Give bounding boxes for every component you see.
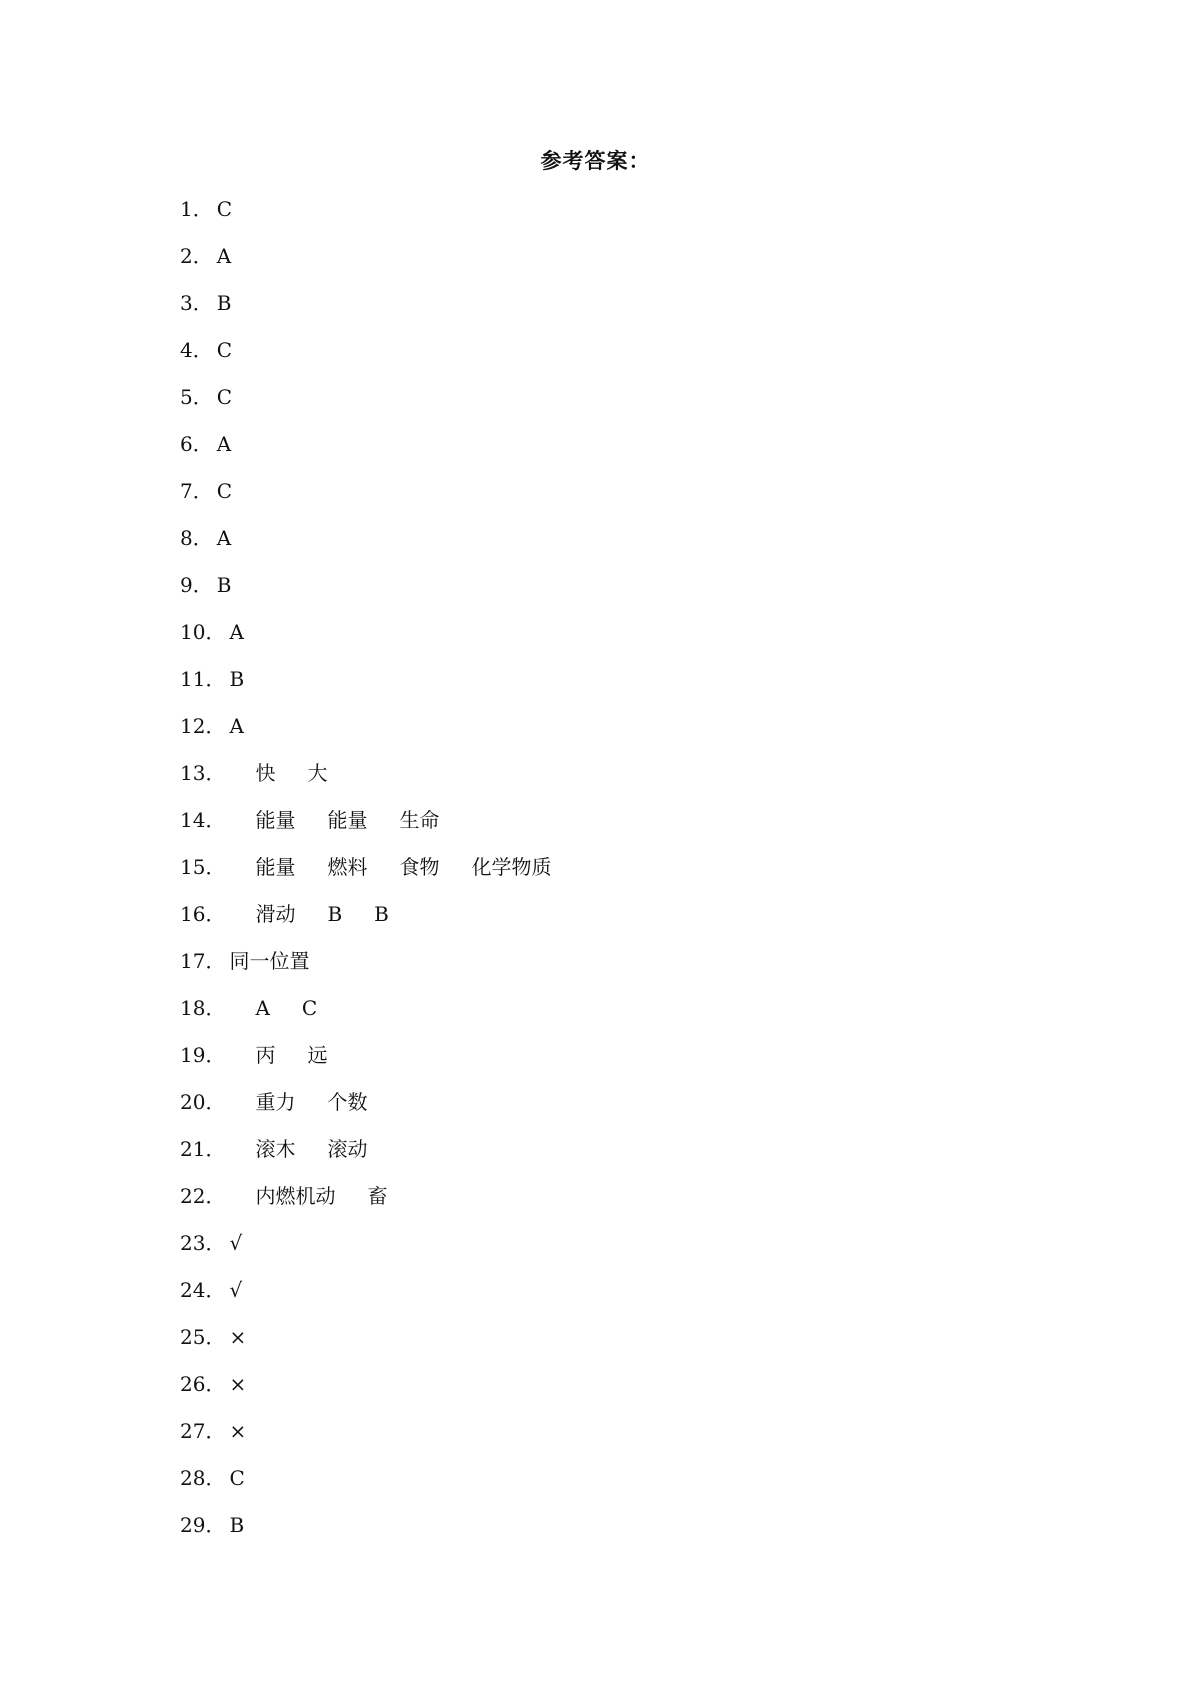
answer-value: B — [229, 666, 245, 691]
answer-item — [180, 232, 1080, 279]
answer-content — [255, 1087, 399, 1117]
answer-content — [225, 1275, 242, 1305]
answer-item — [180, 1172, 1080, 1219]
answer-item — [180, 1407, 1080, 1454]
answer-content — [213, 288, 232, 318]
answer-content — [255, 1040, 359, 1070]
answer-number: 21． — [180, 1136, 226, 1161]
answer-item — [180, 702, 1080, 749]
answer-number: 10． — [180, 619, 226, 644]
answer-value: 重力 — [255, 1089, 296, 1114]
answer-item — [180, 373, 1080, 420]
answer-value: 食物 — [399, 854, 440, 879]
answer-number: 12． — [180, 713, 226, 738]
answer-value: A — [229, 713, 244, 738]
answer-item — [180, 326, 1080, 373]
answer-content — [255, 758, 359, 788]
answer-number: 20． — [180, 1089, 226, 1114]
answer-item — [180, 1501, 1080, 1548]
answer-content — [213, 382, 232, 412]
answer-value: 远 — [307, 1042, 328, 1067]
answer-content — [213, 241, 231, 271]
answer-content — [225, 1463, 244, 1493]
answer-content — [213, 476, 232, 506]
answer-item — [180, 608, 1080, 655]
answer-content — [213, 523, 231, 553]
answer-value: C — [216, 196, 233, 221]
answer-content — [255, 805, 471, 835]
answer-value: 大 — [307, 760, 328, 785]
answer-value: A — [216, 525, 232, 550]
answer-number: 1． — [180, 196, 213, 221]
answer-item — [180, 467, 1080, 514]
answer-content — [255, 852, 583, 882]
answer-value: × — [229, 1371, 247, 1396]
answer-item — [180, 561, 1080, 608]
answer-number: 28． — [180, 1465, 226, 1490]
answer-item — [180, 890, 1080, 937]
answer-item — [180, 420, 1080, 467]
answer-number: 8． — [180, 525, 213, 550]
answer-value: 能量 — [255, 807, 296, 832]
answer-value: C — [216, 384, 233, 409]
answer-value: 滑动 — [255, 901, 296, 926]
answer-value: B — [216, 572, 232, 597]
answer-item — [180, 1125, 1080, 1172]
answer-item — [180, 185, 1080, 232]
answer-number: 26． — [180, 1371, 226, 1396]
answer-value: 丙 — [255, 1042, 276, 1067]
answer-content — [225, 1369, 246, 1399]
answer-value: 同一位置 — [229, 948, 310, 973]
answer-content — [255, 1134, 399, 1164]
answer-value: B — [374, 901, 389, 926]
answer-value: × — [229, 1418, 247, 1443]
answer-item — [180, 514, 1080, 561]
answer-item — [180, 937, 1080, 984]
answer-content — [225, 1228, 242, 1258]
answer-item — [180, 1360, 1080, 1407]
answer-content — [255, 993, 349, 1023]
answer-value: 能量 — [327, 807, 368, 832]
answer-value: 能量 — [255, 854, 296, 879]
answer-number: 5． — [180, 384, 213, 409]
answer-number: 18． — [180, 995, 226, 1020]
answer-value: C — [216, 478, 233, 503]
page-title: 参考答案： — [540, 148, 651, 173]
answer-number: 4． — [180, 337, 213, 362]
answer-value: C — [301, 995, 318, 1020]
answer-content — [225, 664, 244, 694]
answer-content — [255, 899, 420, 929]
answer-content — [213, 194, 232, 224]
answer-value: A — [255, 995, 270, 1020]
answer-number: 17． — [180, 948, 226, 973]
answer-item — [180, 1313, 1080, 1360]
answer-value: √ — [229, 1230, 243, 1255]
answer-value: 快 — [255, 760, 276, 785]
answer-number: 22． — [180, 1183, 226, 1208]
answer-content — [213, 429, 231, 459]
answer-value: 化学物质 — [471, 854, 552, 879]
answer-value: C — [229, 1465, 245, 1490]
answer-value: B — [216, 290, 232, 315]
answer-number: 13． — [180, 760, 226, 785]
answer-number: 6． — [180, 431, 213, 456]
answer-value: B — [229, 1512, 245, 1537]
answer-value: 畜 — [367, 1183, 388, 1208]
answer-number: 23． — [180, 1230, 226, 1255]
answer-item — [180, 655, 1080, 702]
answer-content — [225, 1322, 246, 1352]
answer-value: 内燃机动 — [255, 1183, 336, 1208]
answer-value: A — [229, 619, 244, 644]
answer-item — [180, 843, 1080, 890]
answer-number: 24． — [180, 1277, 226, 1302]
answer-item — [180, 1078, 1080, 1125]
answer-number: 29． — [180, 1512, 226, 1537]
answer-number: 2． — [180, 243, 213, 268]
answer-item — [180, 1266, 1080, 1313]
answer-number: 9． — [180, 572, 213, 597]
answer-content — [213, 570, 232, 600]
answer-value: 个数 — [327, 1089, 368, 1114]
answer-content — [225, 711, 243, 741]
answer-content — [225, 1510, 244, 1540]
answer-value: A — [216, 431, 232, 456]
answer-item — [180, 796, 1080, 843]
answer-value: C — [216, 337, 233, 362]
answer-item — [180, 749, 1080, 796]
answer-number: 14． — [180, 807, 226, 832]
answer-content — [225, 617, 243, 647]
answer-value: B — [327, 901, 343, 926]
answer-item — [180, 1031, 1080, 1078]
answer-number: 19． — [180, 1042, 226, 1067]
answer-item — [180, 1219, 1080, 1266]
answer-item — [180, 984, 1080, 1031]
answer-list — [180, 185, 1080, 1548]
answer-content — [213, 335, 232, 365]
answer-number: 7． — [180, 478, 213, 503]
answer-number: 25． — [180, 1324, 226, 1349]
answer-value: 生命 — [399, 807, 440, 832]
answer-value: 燃料 — [327, 854, 368, 879]
answer-number: 27． — [180, 1418, 226, 1443]
answer-number: 11． — [180, 666, 226, 691]
answer-number: 3． — [180, 290, 213, 315]
answer-value: 滚木 — [255, 1136, 296, 1161]
answer-number: 16． — [180, 901, 226, 926]
answer-item — [180, 279, 1080, 326]
answer-number: 15． — [180, 854, 226, 879]
answer-content — [255, 1181, 419, 1211]
answer-value: A — [216, 243, 232, 268]
answer-content — [225, 1416, 246, 1446]
answer-item — [180, 1454, 1080, 1501]
answer-value: 滚动 — [327, 1136, 368, 1161]
answer-content — [225, 946, 309, 976]
answer-value: × — [229, 1324, 247, 1349]
answer-value: √ — [229, 1277, 243, 1302]
